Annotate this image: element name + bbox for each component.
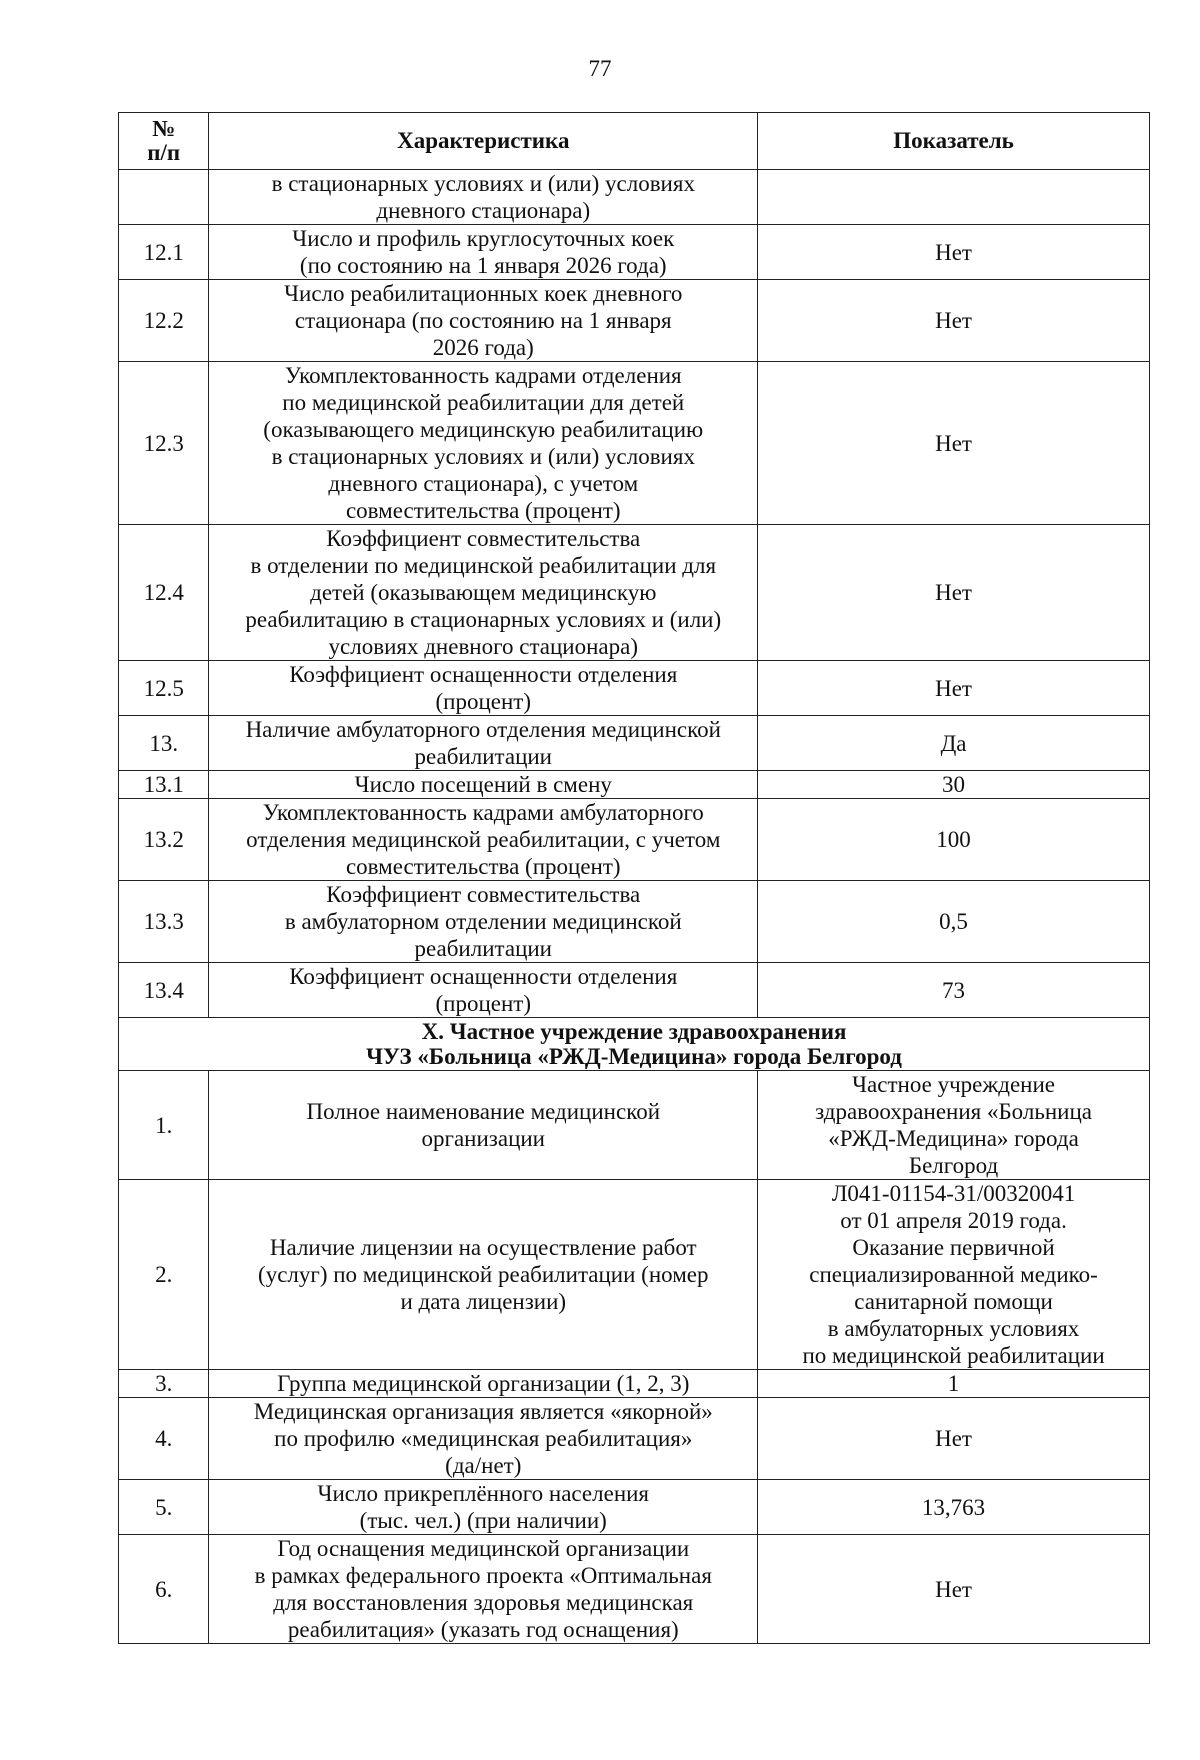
row-characteristic: Коэффициент совместительства в амбулаторном отделении медицинской реабилитации xyxy=(209,881,758,963)
table-row xyxy=(119,1071,1150,1180)
row-value: Л041-01154-31/00320041 от 01 апреля 2019 года. Оказание первичной специализированной медико- санитарной помощи в амбулаторных условиях по медицинской реабилитации xyxy=(758,1180,1150,1370)
row-characteristic: Наличие амбулаторного отделения медицинской реабилитации xyxy=(209,716,758,771)
header-characteristic: Характеристика xyxy=(209,113,758,170)
row-characteristic: Укомплектованность кадрами отделения по медицинской реабилитации для детей (оказывающего медицинскую реабилитацию в стационарных условиях и (или) условиях дневного стационара), с учетом совместительства (процент) xyxy=(209,362,758,525)
row-number: 13.4 xyxy=(119,963,209,1018)
row-value: Нет xyxy=(758,661,1150,716)
row-value xyxy=(758,170,1150,225)
row-number: 12.4 xyxy=(119,525,209,661)
row-number: 1. xyxy=(119,1071,209,1180)
row-characteristic: Число посещений в смену xyxy=(209,771,758,799)
row-number: 2. xyxy=(119,1180,209,1370)
row-characteristic: Укомплектованность кадрами амбулаторного отделения медицинской реабилитации, с учетом совместительства (процент) xyxy=(209,799,758,881)
row-value: 13,763 xyxy=(758,1480,1150,1535)
row-characteristic: Группа медицинской организации (1, 2, 3) xyxy=(209,1370,758,1398)
row-number: 13.2 xyxy=(119,799,209,881)
row-characteristic: Число прикреплённого населения (тыс. чел.) (при наличии) xyxy=(209,1480,758,1535)
table-row xyxy=(119,716,1150,771)
row-value: 100 xyxy=(758,799,1150,881)
page-number: 77 xyxy=(588,56,612,81)
row-number: 13.3 xyxy=(119,881,209,963)
row-value: 0,5 xyxy=(758,881,1150,963)
row-number: 3. xyxy=(119,1370,209,1398)
row-value: 30 xyxy=(758,771,1150,799)
row-number: 6. xyxy=(119,1535,209,1644)
row-number: 12.1 xyxy=(119,225,209,280)
table-row xyxy=(119,1480,1150,1535)
table-row xyxy=(119,1180,1150,1370)
header-value: Показатель xyxy=(758,113,1150,170)
table-row xyxy=(119,1535,1150,1644)
table-header-row xyxy=(119,113,1150,170)
row-number: 4. xyxy=(119,1398,209,1480)
row-value: Нет xyxy=(758,1398,1150,1480)
table-row xyxy=(119,280,1150,362)
row-number xyxy=(119,170,209,225)
section-header-row xyxy=(119,1018,1150,1071)
table-row xyxy=(119,799,1150,881)
header-number: № п/п xyxy=(119,113,209,170)
row-value: Частное учреждение здравоохранения «Больница «РЖД-Медицина» города Белгород xyxy=(758,1071,1150,1180)
row-characteristic: Коэффициент оснащенности отделения (процент) xyxy=(209,661,758,716)
table-row xyxy=(119,881,1150,963)
row-number: 12.3 xyxy=(119,362,209,525)
row-number: 12.2 xyxy=(119,280,209,362)
row-characteristic: Число и профиль круглосуточных коек (по состоянию на 1 января 2026 года) xyxy=(209,225,758,280)
row-characteristic: в стационарных условиях и (или) условиях дневного стационара) xyxy=(209,170,758,225)
table-row xyxy=(119,362,1150,525)
row-value: Да xyxy=(758,716,1150,771)
characteristics-table xyxy=(118,112,1150,1644)
row-number: 13. xyxy=(119,716,209,771)
table-row xyxy=(119,661,1150,716)
table-row xyxy=(119,771,1150,799)
row-value: 73 xyxy=(758,963,1150,1018)
row-value: 1 xyxy=(758,1370,1150,1398)
section-title: X. Частное учреждение здравоохранения ЧУЗ «Больница «РЖД-Медицина» города Белгород xyxy=(119,1018,1150,1071)
row-characteristic: Год оснащения медицинской организации в рамках федерального проекта «Оптимальная для восстановления здоровья медицинская реабилитация» (указать год оснащения) xyxy=(209,1535,758,1644)
table-row xyxy=(119,1398,1150,1480)
table-row xyxy=(119,963,1150,1018)
row-number: 5. xyxy=(119,1480,209,1535)
row-characteristic: Коэффициент оснащенности отделения (процент) xyxy=(209,963,758,1018)
table-row xyxy=(119,525,1150,661)
row-characteristic: Коэффициент совместительства в отделении по медицинской реабилитации для детей (оказывающем медицинскую реабилитацию в стационарных условиях и (или) условиях дневного стационара) xyxy=(209,525,758,661)
row-characteristic: Полное наименование медицинской организации xyxy=(209,1071,758,1180)
row-characteristic: Медицинская организация является «якорной» по профилю «медицинская реабилитация» (да/нет) xyxy=(209,1398,758,1480)
row-characteristic: Число реабилитационных коек дневного стационара (по состоянию на 1 января 2026 года) xyxy=(209,280,758,362)
row-value: Нет xyxy=(758,225,1150,280)
row-number: 13.1 xyxy=(119,771,209,799)
table-row xyxy=(119,225,1150,280)
row-value: Нет xyxy=(758,362,1150,525)
row-value: Нет xyxy=(758,525,1150,661)
row-value: Нет xyxy=(758,280,1150,362)
table-row xyxy=(119,1370,1150,1398)
row-number: 12.5 xyxy=(119,661,209,716)
row-value: Нет xyxy=(758,1535,1150,1644)
row-characteristic: Наличие лицензии на осуществление работ (услуг) по медицинской реабилитации (номер и дата лицензии) xyxy=(209,1180,758,1370)
table-row xyxy=(119,170,1150,225)
